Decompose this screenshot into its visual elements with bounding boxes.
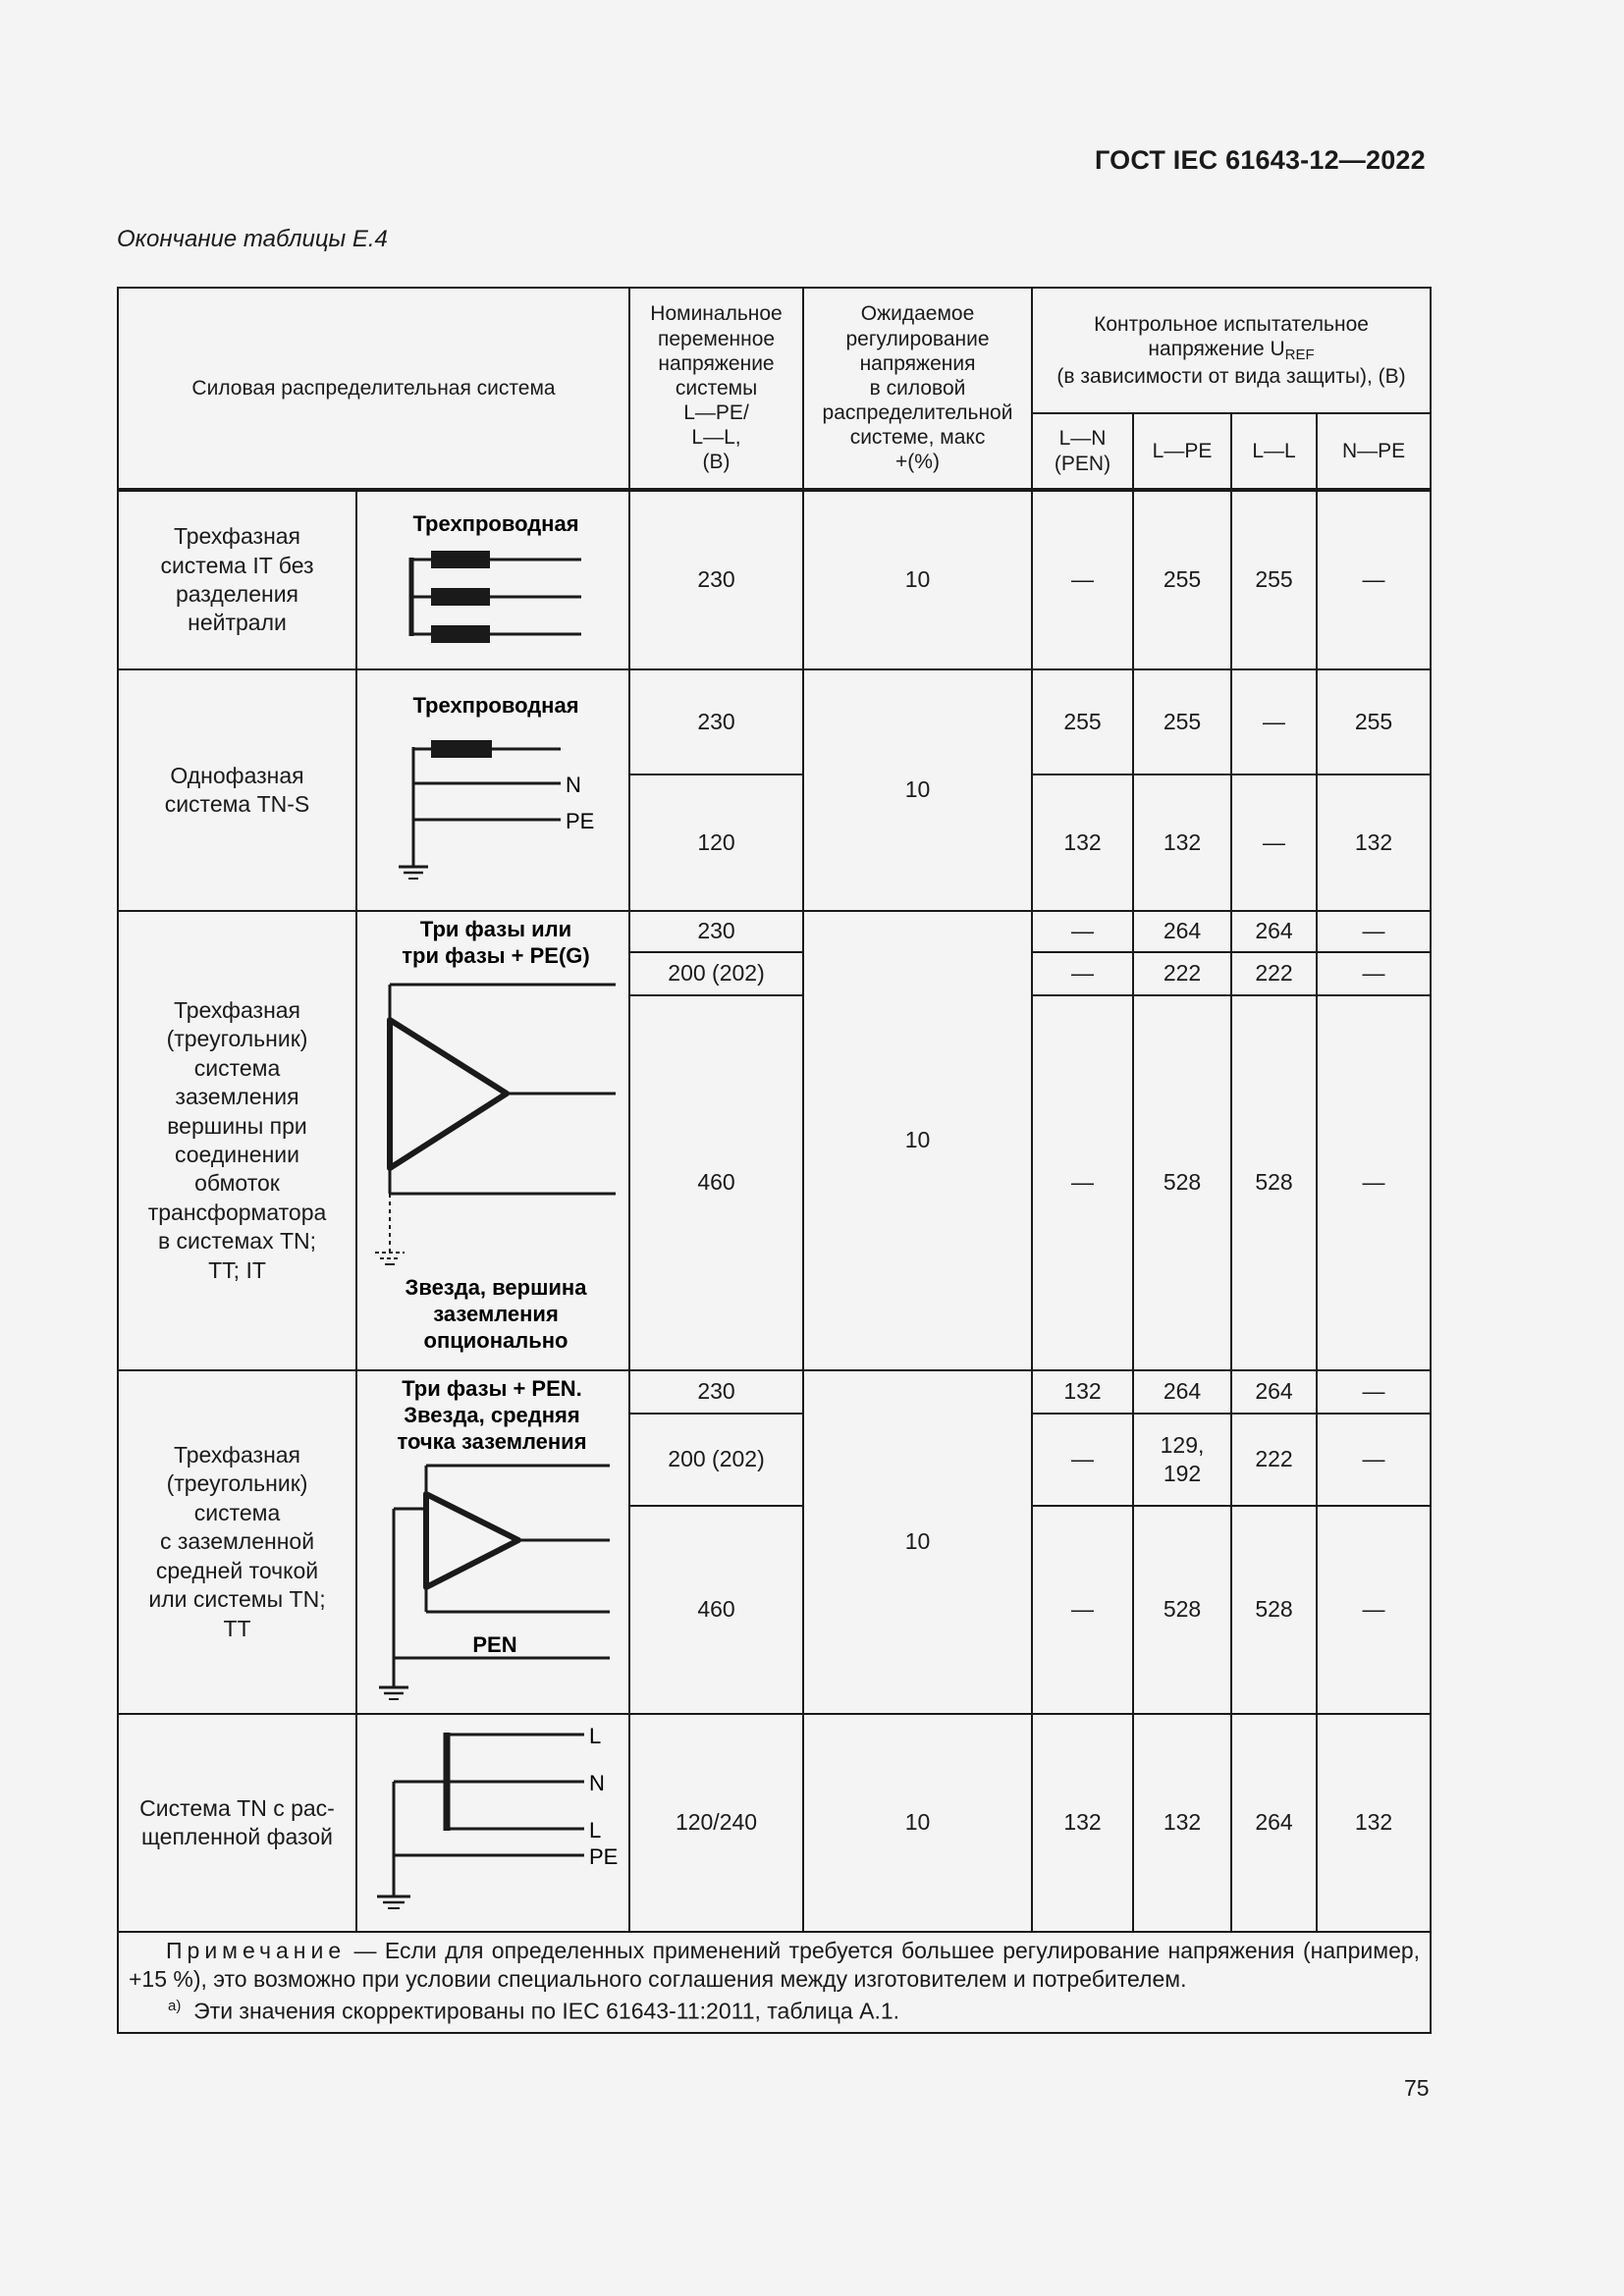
ll-cell: 264 [1231, 1714, 1317, 1932]
diagram-cell [356, 1370, 629, 1714]
delta-corner-ground-diagram [357, 912, 630, 1369]
header-voltage: Номинальное переменное напряжение системы L—PE/ L—L, (В) [629, 288, 803, 490]
header-npe: N—PE [1317, 413, 1431, 490]
ln-cell: 132 [1032, 1370, 1133, 1414]
note-row [118, 1932, 1431, 2033]
diagram-label-pe: PE [566, 809, 595, 833]
npe-cell: 132 [1317, 1714, 1431, 1932]
diagram-title: Трехпроводная [412, 511, 579, 536]
system-name: Трехфазная (треугольник) система заземления вершины при соединении обмоток трансформатора в системах TN; TT; IT [118, 911, 356, 1370]
footnote: $^{а)}$ Эти значения скорректированы по IEC 61643-11:2011, таблица А.1. [168, 1997, 900, 2024]
npe-cell: — [1317, 1370, 1431, 1414]
npe-cell: — [1317, 911, 1431, 952]
split-phase-diagram [357, 1715, 630, 1931]
diagram-cell [356, 1714, 629, 1932]
voltage-cell: 200 (202) [629, 952, 803, 995]
voltage-cell: 200 (202) [629, 1414, 803, 1506]
table-row [118, 669, 1431, 774]
voltage-table [117, 287, 1432, 2034]
lpe-cell: 129, 192 [1133, 1414, 1231, 1506]
npe-cell: — [1317, 1414, 1431, 1506]
header-lpe: L—PE [1133, 413, 1231, 490]
table-caption: Окончание таблицы E.4 [117, 226, 388, 252]
voltage-cell: 120 [629, 774, 803, 911]
ground-icon [379, 1687, 408, 1699]
voltage-cell: 230 [629, 911, 803, 952]
ln-cell: — [1032, 952, 1133, 995]
tn-s-diagram [357, 670, 630, 910]
ground-icon [377, 1896, 410, 1908]
ln-cell: — [1032, 490, 1133, 669]
ln-cell: — [1032, 1414, 1133, 1506]
voltage-cell: 460 [629, 1506, 803, 1714]
table-row [118, 911, 1431, 952]
npe-cell: — [1317, 490, 1431, 669]
table-row [118, 1714, 1431, 1932]
lpe-cell: 255 [1133, 669, 1231, 774]
ll-cell: — [1231, 669, 1317, 774]
page-number: 75 [1404, 2075, 1430, 2101]
header-uref: Контрольное испытательное напряжение $U_{REF}$ (в зависимости от вида защиты), (В) [1032, 288, 1431, 413]
npe-cell: 255 [1317, 669, 1431, 774]
diagram-label-l2: L [589, 1818, 602, 1842]
note-cell [118, 1932, 1431, 2033]
delta-midpoint-ground-diagram [357, 1371, 630, 1713]
lpe-cell: 528 [1133, 995, 1231, 1370]
diagram-label-pe: PE [589, 1844, 619, 1869]
regulation-cell: 10 [803, 490, 1032, 669]
diagram-caption: Звезда, вершина [405, 1275, 587, 1300]
ll-cell: 222 [1231, 1414, 1317, 1506]
note-label: Примечание [166, 1938, 347, 1963]
ln-cell: 132 [1032, 774, 1133, 911]
table-row [118, 1370, 1431, 1414]
regulation-cell: 10 [803, 1370, 1032, 1714]
ln-cell: — [1032, 1506, 1133, 1714]
header-ln: L—N (PEN) [1032, 413, 1133, 490]
npe-cell: — [1317, 995, 1431, 1370]
lpe-cell: 222 [1133, 952, 1231, 995]
diagram-cell [356, 669, 629, 911]
ll-cell: 255 [1231, 490, 1317, 669]
diagram-title: точка заземления [397, 1429, 587, 1454]
system-name: Система TN с рас- щепленной фазой [118, 1714, 356, 1932]
ln-cell: 132 [1032, 1714, 1133, 1932]
ground-icon [399, 867, 428, 879]
header-ll: L—L [1231, 413, 1317, 490]
diagram-caption: заземления [433, 1302, 559, 1326]
voltage-cell: 230 [629, 669, 803, 774]
diagram-cell [356, 490, 629, 669]
header-regulation: Ожидаемое регулирование напряжения в силовой распределительной системе, макс +(%) [803, 288, 1032, 490]
diagram-label-pen: PEN [472, 1632, 517, 1657]
ground-icon [375, 1253, 405, 1264]
lpe-cell: 132 [1133, 1714, 1231, 1932]
diagram-title: Три фазы + PEN. [402, 1376, 582, 1401]
diagram-title: три фазы + PE(G) [402, 943, 590, 968]
lpe-cell: 264 [1133, 1370, 1231, 1414]
ln-cell: 255 [1032, 669, 1133, 774]
ln-cell: — [1032, 911, 1133, 952]
regulation-cell: 10 [803, 911, 1032, 1370]
diagram-cell [356, 911, 629, 1370]
ll-cell: 528 [1231, 995, 1317, 1370]
table-row [118, 490, 1431, 669]
ll-cell: — [1231, 774, 1317, 911]
standard-header: ГОСТ IEC 61643-12—2022 [1095, 145, 1426, 175]
lpe-cell: 528 [1133, 1506, 1231, 1714]
lpe-cell: 264 [1133, 911, 1231, 952]
it-three-wire-diagram [357, 492, 630, 668]
diagram-title: Три фазы или [419, 917, 572, 941]
lpe-cell: 255 [1133, 490, 1231, 669]
diagram-title: Звезда, средняя [404, 1403, 580, 1427]
voltage-cell: 230 [629, 490, 803, 669]
ll-cell: 264 [1231, 911, 1317, 952]
voltage-cell: 230 [629, 1370, 803, 1414]
npe-cell: 132 [1317, 774, 1431, 911]
system-name: Однофазная система TN-S [118, 669, 356, 911]
ll-cell: 528 [1231, 1506, 1317, 1714]
note-text: Примечание — Если для определенных применений требуется большее регулирование напряжения (например, +15 %), это возможно при условии специального соглашения между изготовителем и потребителем. [129, 1938, 1421, 1993]
diagram-caption: опционально [423, 1328, 568, 1353]
diagram-label-n: N [589, 1771, 605, 1795]
voltage-cell: 460 [629, 995, 803, 1370]
npe-cell: — [1317, 952, 1431, 995]
npe-cell: — [1317, 1506, 1431, 1714]
ln-cell: — [1032, 995, 1133, 1370]
diagram-label-l1: L [589, 1724, 602, 1748]
lpe-cell: 132 [1133, 774, 1231, 911]
header-system: Силовая распределительная система [118, 288, 629, 490]
diagram-title: Трехпроводная [412, 693, 579, 718]
diagram-label-n: N [566, 773, 581, 797]
system-name: Трехфазная система IT без разделения нейтрали [118, 490, 356, 669]
ll-cell: 222 [1231, 952, 1317, 995]
voltage-cell: 120/240 [629, 1714, 803, 1932]
system-name: Трехфазная (треугольник) система с заземленной средней точкой или системы TN; TT [118, 1370, 356, 1714]
ll-cell: 264 [1231, 1370, 1317, 1414]
regulation-cell: 10 [803, 669, 1032, 911]
regulation-cell: 10 [803, 1714, 1032, 1932]
